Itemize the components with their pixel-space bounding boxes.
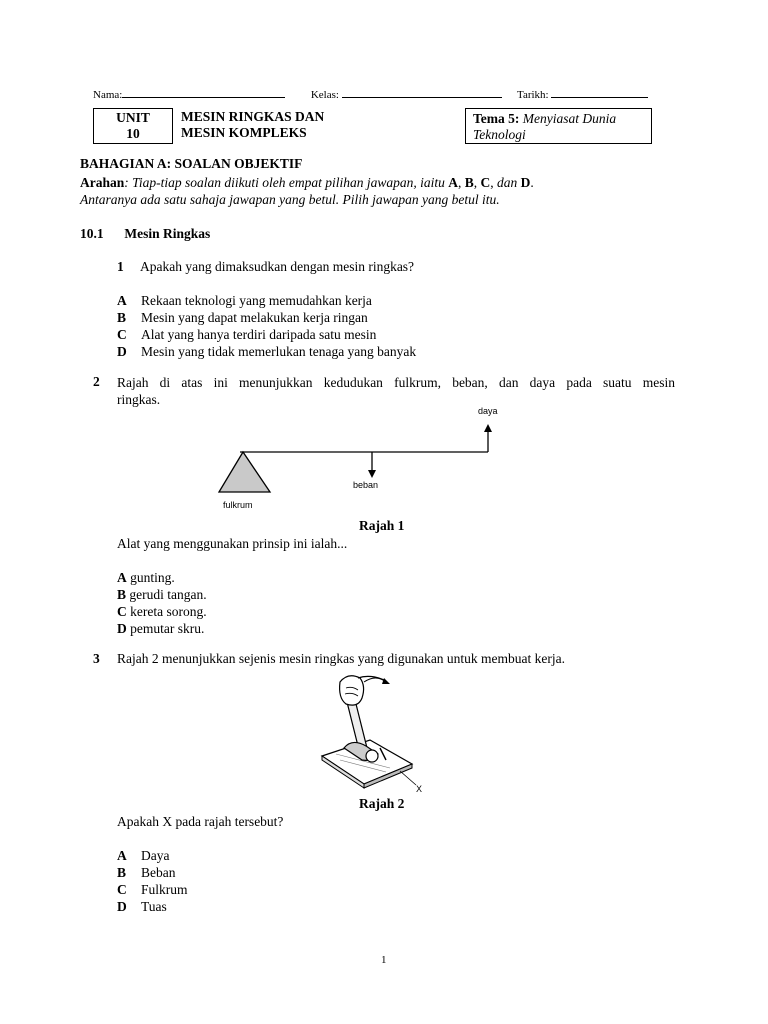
tarikh-field[interactable]: [551, 87, 648, 98]
motion-arrow-icon: [382, 678, 390, 684]
daya-label: daya: [478, 406, 498, 416]
header-fields: [93, 87, 648, 101]
q3-text: Rajah 2 menunjukkan sejenis mesin ringkas yang digunakan untuk membuat kerja.: [117, 651, 566, 666]
q1-option-c[interactable]: C Alat yang hanya terdiri daripada satu mesin: [117, 327, 377, 342]
nama-label: Nama:: [93, 89, 123, 101]
beban-label: beban: [353, 480, 379, 490]
q2-text: Rajah di atas ini menunjukkan kedudukan fulkrum, beban, dan daya pada suatu mesin ringkas.: [117, 375, 675, 407]
q2-number: 2: [93, 374, 100, 389]
lever-diagram: [210, 400, 510, 515]
q1-option-a[interactable]: A Rekaan teknologi yang memudahkan kerja: [117, 293, 372, 308]
unit-label: UNIT: [116, 110, 150, 125]
q2-option-c[interactable]: C kereta sorong.: [117, 604, 207, 619]
q3-option-a[interactable]: A Daya: [117, 848, 170, 863]
q1-option-d[interactable]: D Mesin yang tidak memerlukan tenaga yang banyak: [117, 344, 417, 359]
kelas-field[interactable]: [342, 87, 502, 98]
unit-box: [93, 108, 173, 144]
q3-number: 3: [93, 651, 100, 666]
tema-title-1: Menyiasat Dunia: [522, 111, 617, 126]
q3-option-b[interactable]: B Beban: [117, 865, 176, 880]
hammer-diagram: [300, 668, 440, 796]
q2-option-a[interactable]: A gunting.: [117, 570, 175, 585]
rajah2-caption: Rajah 2: [359, 796, 405, 811]
tarikh-label: Tarikh:: [517, 89, 549, 101]
q3-option-d[interactable]: D Tuas: [117, 899, 167, 914]
q1-option-b[interactable]: B Mesin yang dapat melakukan kerja ringan: [117, 310, 368, 325]
tema-label: Tema 5:: [473, 111, 520, 126]
nama-field[interactable]: [122, 87, 285, 98]
subsection-heading: 10.1 Mesin Ringkas: [80, 226, 211, 241]
q1-number: 1: [117, 259, 124, 274]
tema-title-2: Teknologi: [473, 127, 526, 142]
kelas-label: Kelas:: [310, 89, 339, 101]
section-heading: BAHAGIAN A: SOALAN OBJEKTIF: [80, 156, 303, 171]
x-label: X: [416, 784, 423, 794]
unit-number: 10: [126, 126, 140, 141]
q3-option-c[interactable]: C Fulkrum: [117, 882, 188, 897]
q2-option-d[interactable]: D pemutar skru.: [117, 621, 205, 636]
q2-option-b[interactable]: B gerudi tangan.: [117, 587, 207, 602]
q3-prompt: Apakah X pada rajah tersebut?: [117, 814, 284, 829]
q2-prompt: Alat yang menggunakan prinsip ini ialah...: [117, 536, 348, 551]
arahan: Arahan: Tiap-tiap soalan diikuti oleh empat pilihan jawapan, iaitu A, B, C, dan D. Antaranya ada satu sahaja jawapan yang betul. Pilih jawapan yang betul itu.: [80, 175, 534, 207]
beban-arrow-icon: [368, 470, 376, 478]
tema-box: [465, 108, 652, 144]
unit-title: MESIN RINGKAS DAN MESIN KOMPLEKS: [181, 109, 325, 140]
rajah1-caption: Rajah 1: [359, 518, 405, 533]
fulkrum-triangle-icon: [219, 452, 270, 492]
page-number: 1: [381, 954, 387, 966]
fulkrum-label: fulkrum: [223, 500, 253, 510]
daya-arrow-icon: [484, 424, 492, 432]
q1-text: Apakah yang dimaksudkan dengan mesin ringkas?: [140, 259, 415, 274]
hand-icon: [340, 676, 364, 705]
